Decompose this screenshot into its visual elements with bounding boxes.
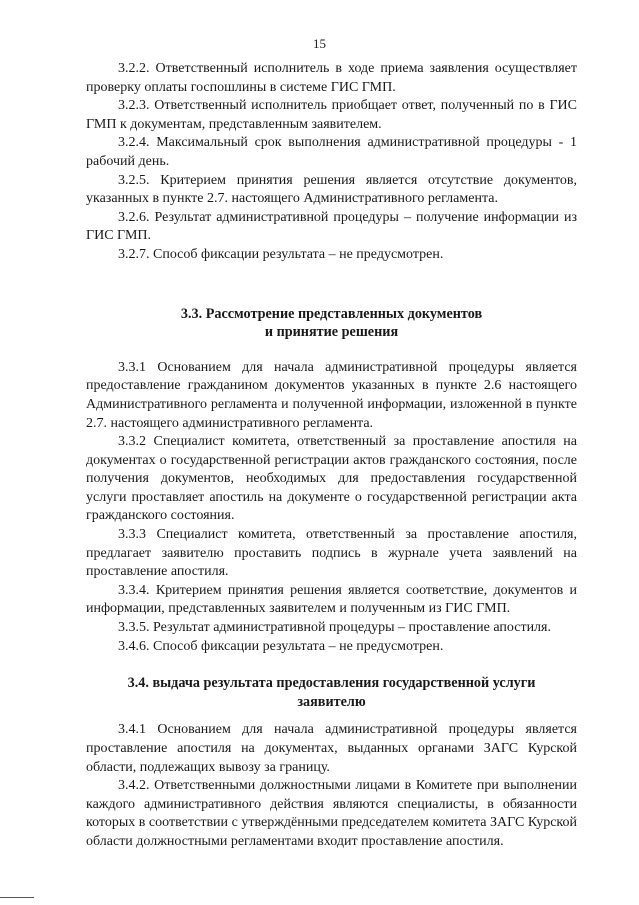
paragraph-3-2-6: 3.2.6. Результат административной процедуры – получение информации из ГИС ГМП. [86, 209, 577, 244]
paragraph-3-2-7: 3.2.7. Способ фиксации результата – не предусмотрен. [118, 246, 444, 262]
section-title-line: и принятие решения [264, 324, 399, 341]
section-heading-3-3 [86, 305, 577, 342]
paragraph-3-3-4: 3.3.4. Критерием принятия решения является соответствие, документов и информации, представленных заявителем и полученным из ГИС ГМП. [86, 582, 577, 617]
paragraph-3-2-5: 3.2.5. Критерием принятия решения является отсутствие документов, указанных в пункте 2.7. настоящего Административного регламента. [86, 172, 577, 207]
page-content [86, 60, 577, 852]
paragraph-3-2-2: 3.2.2. Ответственный исполнитель в ходе приема заявления осуществляет проверку оплаты госпошлины в системе ГИС ГМП. [86, 61, 577, 95]
paragraph-3-4-2: 3.4.2. Ответственными должностными лицами в Комитете при выполнении каждого административного действия являются специалисты, в обязанности которых в соответствии с утверждёнными председателем комитета ЗАГС Курской области должностными регламентами входит проставление апостиля. [86, 778, 577, 849]
section-title-line: 3.3. Рассмотрение представленных документов [180, 305, 483, 322]
paragraph-3-4-6: 3.4.6. Способ фиксации результата – не предусмотрен. [118, 638, 444, 654]
scan-edge-line [0, 897, 34, 898]
page-number: 15 [313, 36, 326, 51]
paragraph-3-2-3: 3.2.3. Ответственный исполнитель приобщает ответ, полученный по в ГИС ГМП к документам, представленным заявителем. [86, 98, 577, 132]
paragraph-3-3-1: 3.3.1 Основанием для начала административной процедуры является предоставление гражданином документов указанных в пункте 2.6 настоящего Административного регламента и полученной информации, изложенной в пункте 2.7. настоящего административного регламента. [86, 359, 577, 431]
paragraph-3-2-4: 3.2.4. Максимальный срок выполнения административной процедуры - 1 рабочий день. [86, 135, 577, 169]
paragraph-3-4-1: 3.4.1 Основанием для начала административной процедуры является проставление апостиля на документах, выданных органами ЗАГС Курской области, подлежащих вывозу за границу. [86, 722, 577, 775]
section-title-line: заявителю [297, 693, 366, 710]
section-title-line: 3.4. выдача результата предоставления государственной услуги [127, 675, 536, 692]
section-heading-3-4 [86, 674, 577, 711]
paragraph-3-3-2: 3.3.2 Специалист комитета, ответственный за проставление апостиля на документах о государственной регистрации актов гражданского состояния, после получения документов, необходимых для предоставления государственной услуги проставляет апостиль на документе о государственной регистрации акта гражданского состояния. [86, 434, 577, 524]
paragraph-3-3-3: 3.3.3 Специалист комитета, ответственный за проставление апостиля, предлагает заявителю проставить подпись в журнале учета заявлений на проставление апостиля. [86, 527, 577, 580]
paragraph-3-3-5: 3.3.5. Результат административной процедуры – проставление апостиля. [118, 620, 551, 636]
